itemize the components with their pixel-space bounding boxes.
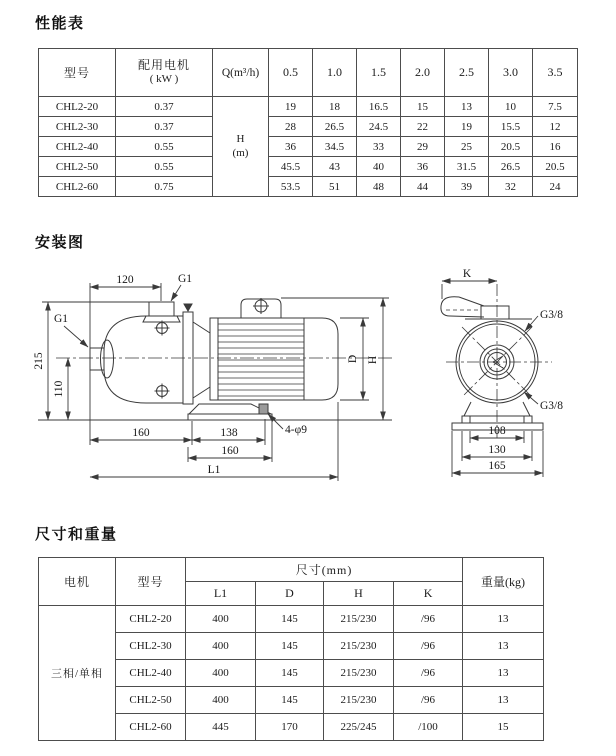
cell-model: CHL2-40 bbox=[116, 660, 186, 687]
cell-weight: 13 bbox=[463, 633, 544, 660]
dim-col-motor: 电机 bbox=[39, 558, 116, 606]
perf-header-row bbox=[39, 49, 578, 97]
cell-head-value: 20.5 bbox=[533, 157, 578, 177]
perf-col-flow-3.5: 3.5 bbox=[533, 49, 578, 97]
dim-160a-label: 160 bbox=[132, 427, 150, 439]
dim-header-row-1 bbox=[39, 558, 544, 582]
dim-l1-label: L1 bbox=[207, 464, 221, 476]
dim-138-label: 138 bbox=[220, 427, 238, 439]
perf-row-chl2-40 bbox=[39, 137, 578, 157]
cell-model: CHL2-30 bbox=[39, 117, 116, 137]
vent-plug bbox=[184, 304, 192, 311]
cell-head-value: 16.5 bbox=[357, 97, 401, 117]
cell-head-value: 22 bbox=[401, 117, 445, 137]
cell-model: CHL2-60 bbox=[39, 177, 116, 197]
outlet-block bbox=[481, 306, 509, 319]
cell-k: /96 bbox=[394, 660, 463, 687]
end-centerlines bbox=[446, 284, 552, 438]
perf-col-flow-3.0: 3.0 bbox=[489, 49, 533, 97]
cell-head-value: 48 bbox=[357, 177, 401, 197]
cell-l1: 400 bbox=[186, 633, 256, 660]
bracket-eye-cross bbox=[253, 298, 269, 314]
cell-model: CHL2-20 bbox=[39, 97, 116, 117]
cell-head-value: 16 bbox=[533, 137, 578, 157]
side-view-outline bbox=[38, 298, 392, 420]
cell-power: 0.37 bbox=[116, 97, 213, 117]
cell-d: 145 bbox=[256, 633, 324, 660]
cell-head-value: 32 bbox=[489, 177, 533, 197]
motor-endcap bbox=[304, 318, 338, 400]
cell-head-value: 12 bbox=[533, 117, 578, 137]
cell-head-value: 51 bbox=[313, 177, 357, 197]
cell-k: /96 bbox=[394, 633, 463, 660]
dim-160b-label: 160 bbox=[221, 445, 239, 457]
cell-head-value: 18 bbox=[313, 97, 357, 117]
perf-col-motor-line2: ( kW ) bbox=[149, 73, 179, 86]
dim-col-d: D bbox=[256, 582, 324, 606]
cell-power: 0.55 bbox=[116, 157, 213, 177]
cell-model: CHL2-30 bbox=[116, 633, 186, 660]
adapter-cone bbox=[193, 322, 210, 398]
cell-d: 145 bbox=[256, 660, 324, 687]
holes-leader bbox=[268, 414, 283, 429]
cell-l1: 400 bbox=[186, 606, 256, 633]
dim-row-chl2-20 bbox=[39, 606, 544, 633]
perf-col-motor-line1: 配用电机 bbox=[137, 58, 190, 73]
cell-model: CHL2-60 bbox=[116, 714, 186, 741]
cell-model: CHL2-50 bbox=[39, 157, 116, 177]
base-plate bbox=[188, 414, 272, 420]
cell-h: 215/230 bbox=[324, 606, 394, 633]
cell-head-value: 15.5 bbox=[489, 117, 533, 137]
dim-col-k: K bbox=[394, 582, 463, 606]
cell-head-value: 13 bbox=[445, 97, 489, 117]
cell-head-value: 24 bbox=[533, 177, 578, 197]
g1-left-label: G1 bbox=[54, 313, 69, 325]
head-unit: (m) bbox=[232, 146, 249, 159]
cell-head-value: 20.5 bbox=[489, 137, 533, 157]
cell-head-value: 28 bbox=[269, 117, 313, 137]
dim-k-label: K bbox=[462, 268, 472, 280]
foot-hole bbox=[259, 404, 268, 414]
cell-d: 170 bbox=[256, 714, 324, 741]
head-label: H bbox=[236, 132, 245, 145]
bolt-top-cross bbox=[155, 321, 170, 336]
perf-col-flow-2.0: 2.0 bbox=[401, 49, 445, 97]
cell-weight: 13 bbox=[463, 660, 544, 687]
end-view-outline bbox=[441, 297, 543, 430]
dim-d-label: D bbox=[347, 354, 359, 364]
installation-drawing bbox=[0, 260, 616, 512]
perf-col-motor bbox=[116, 49, 213, 97]
cell-head-value: 19 bbox=[445, 117, 489, 137]
cell-head-value: 53.5 bbox=[269, 177, 313, 197]
cell-head-value: 40 bbox=[357, 157, 401, 177]
dim-col-l1: L1 bbox=[186, 582, 256, 606]
cell-power: 0.37 bbox=[116, 117, 213, 137]
cell-head-value: 19 bbox=[269, 97, 313, 117]
cell-head-unit bbox=[213, 97, 269, 197]
dim-h-label: H bbox=[367, 355, 379, 365]
cell-h: 215/230 bbox=[324, 687, 394, 714]
section-title-performance: 性能表 bbox=[35, 15, 85, 32]
cell-h: 215/230 bbox=[324, 660, 394, 687]
dim-col-size-group: 尺寸(mm) bbox=[186, 558, 463, 582]
performance-table bbox=[38, 48, 578, 197]
outlet-port bbox=[149, 302, 174, 316]
cell-head-value: 36 bbox=[269, 137, 313, 157]
cell-k: /96 bbox=[394, 687, 463, 714]
section-title-installation: 安装图 bbox=[35, 234, 85, 251]
cell-motor-type: 三相/单相 bbox=[39, 606, 116, 741]
dim-col-model: 型号 bbox=[116, 558, 186, 606]
g1-left-leader bbox=[64, 326, 88, 347]
dim-110-label: 110 bbox=[53, 380, 65, 398]
pump-body bbox=[104, 316, 183, 403]
perf-col-model: 型号 bbox=[39, 49, 116, 97]
cell-head-value: 39 bbox=[445, 177, 489, 197]
cell-weight: 13 bbox=[463, 606, 544, 633]
cell-head-value: 7.5 bbox=[533, 97, 578, 117]
dim-120-label: 120 bbox=[116, 274, 134, 286]
bolt-bottom-cross bbox=[155, 384, 170, 399]
cell-head-value: 24.5 bbox=[357, 117, 401, 137]
cell-d: 145 bbox=[256, 606, 324, 633]
cell-head-value: 45.5 bbox=[269, 157, 313, 177]
cell-head-value: 44 bbox=[401, 177, 445, 197]
dim-108-label: 108 bbox=[488, 425, 506, 437]
g1-top-label: G1 bbox=[178, 273, 193, 285]
cell-h: 215/230 bbox=[324, 633, 394, 660]
cell-h: 225/245 bbox=[324, 714, 394, 741]
cell-power: 0.75 bbox=[116, 177, 213, 197]
inlet-dome bbox=[101, 340, 114, 378]
cell-l1: 445 bbox=[186, 714, 256, 741]
perf-col-flow-2.5: 2.5 bbox=[445, 49, 489, 97]
perf-col-flow-1.0: 1.0 bbox=[313, 49, 357, 97]
perf-row-chl2-20 bbox=[39, 97, 578, 117]
cell-head-value: 26.5 bbox=[313, 117, 357, 137]
holes-label: 4-φ9 bbox=[285, 424, 307, 436]
cell-model: CHL2-50 bbox=[116, 687, 186, 714]
extension-lines bbox=[42, 283, 389, 481]
dim-165-label: 165 bbox=[488, 460, 506, 472]
g38-bottom-label: G3/8 bbox=[540, 400, 563, 412]
cell-head-value: 29 bbox=[401, 137, 445, 157]
perf-col-flow-1.5: 1.5 bbox=[357, 49, 401, 97]
cell-model: CHL2-20 bbox=[116, 606, 186, 633]
cell-head-value: 33 bbox=[357, 137, 401, 157]
cell-head-value: 25 bbox=[445, 137, 489, 157]
cell-head-value: 31.5 bbox=[445, 157, 489, 177]
cell-head-value: 43 bbox=[313, 157, 357, 177]
cell-k: /96 bbox=[394, 606, 463, 633]
motor-fins bbox=[218, 324, 304, 396]
cell-l1: 400 bbox=[186, 660, 256, 687]
cell-head-value: 36 bbox=[401, 157, 445, 177]
section-title-dimensions: 尺寸和重量 bbox=[35, 526, 118, 543]
perf-row-chl2-50 bbox=[39, 157, 578, 177]
g38-top-leader bbox=[525, 316, 538, 331]
cell-weight: 15 bbox=[463, 714, 544, 741]
dimensions-table bbox=[38, 557, 544, 741]
perf-col-flow: Q(m³/h) bbox=[213, 49, 269, 97]
perf-col-flow-0.5: 0.5 bbox=[269, 49, 313, 97]
perf-row-chl2-60 bbox=[39, 177, 578, 197]
dim-130-label: 130 bbox=[488, 444, 506, 456]
dim-col-weight: 重量(kg) bbox=[463, 558, 544, 606]
discharge-spout bbox=[441, 297, 484, 317]
cell-head-value: 15 bbox=[401, 97, 445, 117]
cell-weight: 13 bbox=[463, 687, 544, 714]
g38-top-label: G3/8 bbox=[540, 309, 563, 321]
cell-k: /100 bbox=[394, 714, 463, 741]
dim-215-label: 215 bbox=[33, 352, 45, 370]
cell-head-value: 34.5 bbox=[313, 137, 357, 157]
g38-bottom-leader bbox=[524, 392, 538, 404]
cell-d: 145 bbox=[256, 687, 324, 714]
motor-flange bbox=[210, 318, 218, 400]
cell-l1: 400 bbox=[186, 687, 256, 714]
cell-head-value: 10 bbox=[489, 97, 533, 117]
cell-power: 0.55 bbox=[116, 137, 213, 157]
perf-row-chl2-30 bbox=[39, 117, 578, 137]
inlet-port bbox=[90, 348, 104, 370]
cell-model: CHL2-40 bbox=[39, 137, 116, 157]
g1-top-leader bbox=[171, 285, 181, 301]
cell-head-value: 26.5 bbox=[489, 157, 533, 177]
dim-col-h: H bbox=[324, 582, 394, 606]
side-dimensions bbox=[42, 283, 389, 481]
